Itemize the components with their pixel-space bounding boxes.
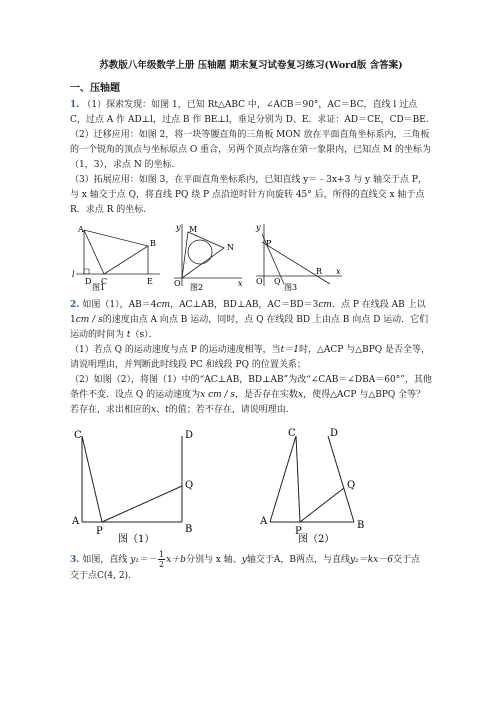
q2-intro: 2. 如图（1），AB＝4cm，AC⊥AB，BD⊥AB，AC＝BD＝3cm．点 P 在线段 AB 上以 1cm / s的速度由点 A 向点 B 运动，同时，点 Q 在线段 BD 上由点 B 向点 D 运动．它们运动的时间为 t（s）． — [70, 300, 429, 340]
q1-figure-3 — [254, 222, 344, 292]
fig3-line-PR — [262, 242, 330, 284]
q2f1-label-D: D — [185, 430, 194, 441]
q2-number: 2. — [70, 300, 80, 310]
q2f1-label-Q: Q — [185, 480, 194, 491]
q2f1-segment-PQ — [102, 486, 182, 522]
q3-text: 3. 如图，直线 y₁＝－ $\frac{1}{2}$ x＋b分别与 x 轴、y轴交于A，B两点，与直线y₂＝kx－6交于点 — [70, 550, 420, 569]
q2-part1: （1）若点 Q 的运动速度与点 P 的运动速度相等，当t＝1时，△ACP 与△BPQ 是否全等，请说明理由，并判断此时线段 PC 和线段 PQ 的位置关系； — [70, 345, 431, 370]
fig2-label-M: M — [189, 225, 198, 234]
q2f1-label-P: P — [96, 526, 103, 537]
q2f1-label-B: B — [185, 524, 193, 535]
q2-part2: （2）如图（2），将图（1）中的“AC⊥AB，BD⊥AB”为改“∠CAB＝∠DBA＝60°”，其他条件不变．设点 Q 的运动速度为x cm / s，是否存在实数x，使得△ACP 与△BPQ 全等？若存在，求出相应的x、t的值；若不存在，请说明理由. — [70, 375, 432, 415]
q1-figure-1 — [70, 222, 162, 292]
fig1-label-B: B — [150, 239, 156, 248]
document-title: 苏教版八年级数学上册 压轴题 期末复习试卷复习练习(Word版 含答案) — [99, 60, 403, 71]
document-page — [70, 58, 432, 584]
fig1-label-D: D — [85, 277, 92, 286]
fig3-label-R: R — [316, 267, 323, 276]
fig3-label-P: P — [266, 239, 272, 248]
q2f2-label-Q: Q — [347, 480, 356, 491]
fig3-label-Q: Q — [274, 277, 281, 286]
q2f2-segment-CP — [296, 436, 300, 522]
fig1-triangle-ABC — [84, 230, 148, 274]
q2f1-label-C: C — [74, 430, 82, 441]
q2f2-segment-PQ — [300, 488, 344, 522]
q2f2-label-C: C — [288, 428, 296, 439]
fig2-label-x: x — [238, 279, 243, 288]
fig3-label-y: y — [256, 223, 261, 232]
q2f1-label-A: A — [72, 516, 80, 527]
fig3-label-O: O — [256, 277, 263, 286]
q2f2-label-B: B — [357, 520, 365, 531]
q1-part3: （3）拓展应用：如图 3，在平面直角坐标系内，已知直线 y＝﹣3x+3 与 y 轴交于点 P，与 x 轴交于点 Q，将直线 PQ 绕 P 点沿逆时针方向旋转 45° 后，所得的直线交 x 轴于点 R．求点 R 的坐标. — [70, 175, 427, 215]
q3-fraction: $\frac{1}{2}$ — [159, 550, 165, 569]
q2f2-segment-AC — [270, 436, 296, 522]
q2f2-segment-BD — [328, 436, 354, 522]
fig2-circle — [188, 240, 212, 264]
q1-figure-2 — [170, 222, 246, 292]
q1-part1: 1. （1）探索发现：如图 1，已知 Rt△ABC 中，∠ACB＝90°，AC＝BC，直线 l 过点 C，过点 A 作 AD⊥l，过点 B 作 BE⊥l，垂足分别为 D、E．求证：AD＝CE，CD＝BE. — [70, 100, 429, 125]
fig3-label-x: x — [336, 267, 341, 276]
fig2-label-O: O — [174, 279, 181, 288]
q2-figure-1 — [70, 424, 200, 546]
fig2-label-y: y — [176, 223, 181, 232]
q3-text-cont: 交于点C(4, 2). — [70, 571, 131, 581]
fig1-label-E: E — [147, 277, 153, 286]
q1-figures — [70, 222, 432, 292]
fig1-label-A: A — [78, 225, 84, 234]
q2f2-label-D: D — [330, 428, 339, 439]
q2f2-label-P: P — [295, 526, 302, 537]
q3-number: 3. — [70, 555, 80, 565]
section-heading: 一、压轴题 — [70, 83, 120, 94]
fig1-label-C: C — [101, 277, 108, 286]
q2f2-label-A: A — [260, 516, 268, 527]
q2f1-segment-CP — [82, 436, 102, 522]
fig3-caption: 图3 — [284, 283, 298, 292]
q2f2-caption: 图（2） — [298, 534, 335, 545]
q1-number: 1. — [70, 100, 80, 110]
q1-part2: （2）迁移应用：如图 2，将一块等腰直角的三角板 MON 放在平面直角坐标系内，三角板的一个锐角的顶点与坐标原点 O 重合，另两个顶点均落在第一象限内，已知点 M 的坐标为（1，3），求点 N 的坐标. — [70, 130, 432, 170]
fig1-right-angle-D — [84, 269, 89, 274]
q2f1-caption: 图（1） — [118, 534, 155, 545]
fig1-label-l: l — [72, 270, 75, 279]
fig2-caption: 图2 — [190, 283, 204, 292]
q2-figure-2 — [258, 424, 378, 546]
q2-figures — [70, 424, 432, 546]
fig1-caption: 图1 — [92, 283, 106, 292]
fig2-label-N: N — [227, 243, 234, 252]
